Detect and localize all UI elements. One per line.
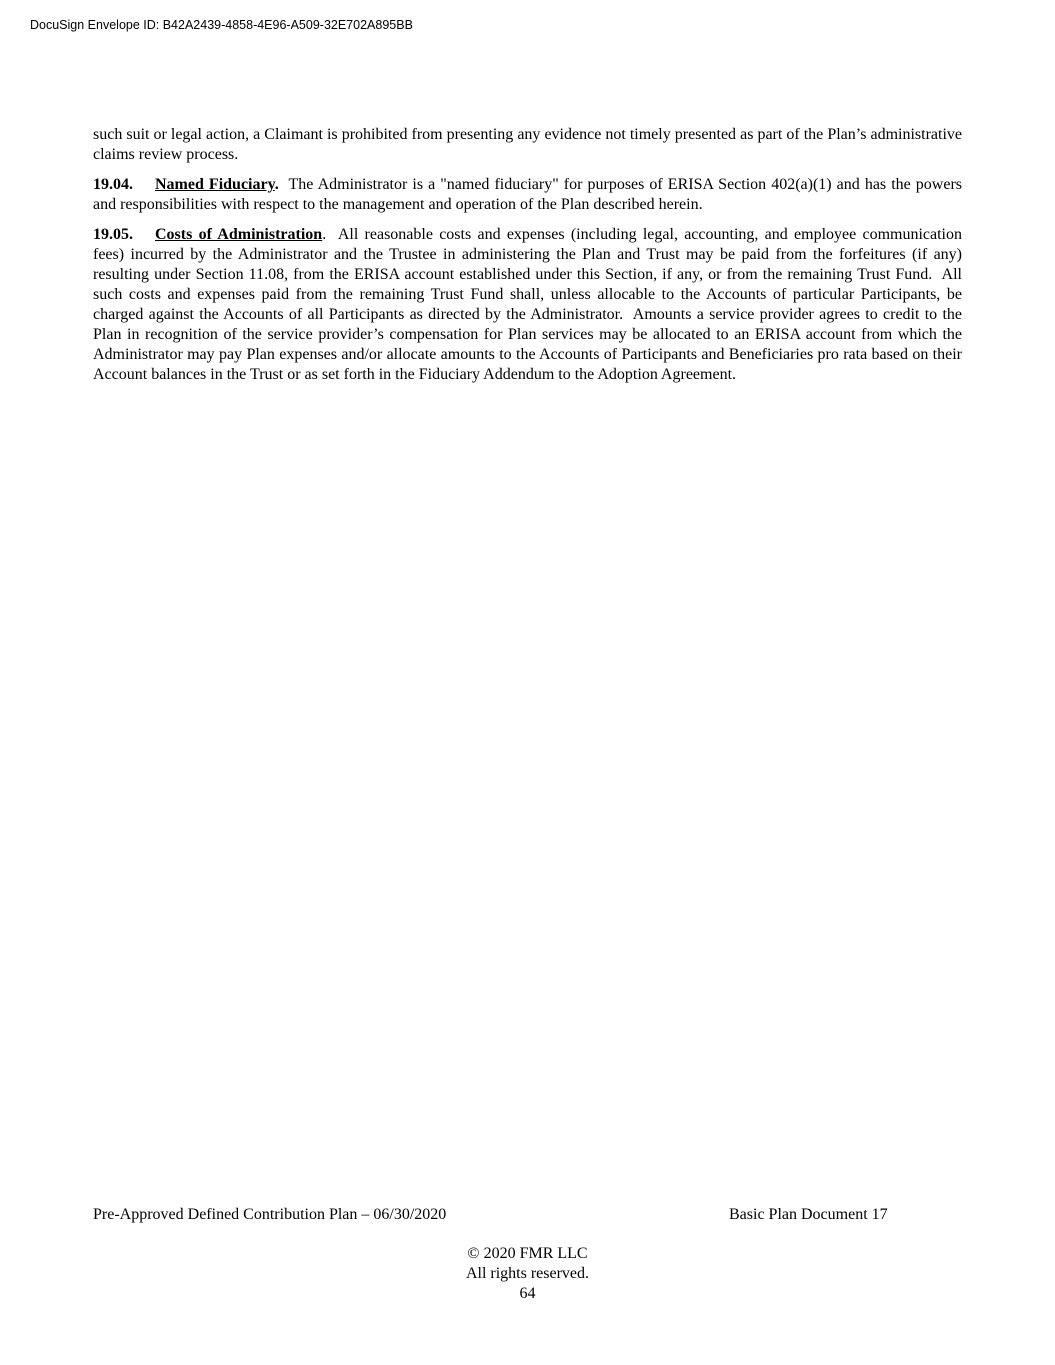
section-title-punct: . [274, 176, 279, 194]
footer-rights: All rights reserved. [465, 1265, 590, 1282]
footer-plan-name: Pre-Approved Defined Contribution Plan – 06/30/2020 [93, 1206, 447, 1223]
section-number: 19.05. [93, 226, 133, 244]
section-text: All reasonable costs and expenses (including legal, accounting, and employee communication fees) incurred by the Administrator and the Trustee in administering the Plan and Trust may be paid from the forfeitures (if any) resulting under Section 11.08, from the ERISA account established under this Section, if any, or from the remaining Trust Fund. All such costs and expenses paid from the remaining Trust Fund shall, unless allocable to the Accounts of particular Participants, be charged against the Accounts of all Participants as directed by the Administrator. Amounts a service provider agrees to credit to the Plan in recognition of the service provider’s compensation for Plan services may be allocated to an ERISA account from which the Administrator may pay Plan expenses and/or allocate amounts to the Accounts of Participants and Beneficiaries pro rata based on their Account balances in the Trust or as set forth in the Fiduciary Addendum to the Adoption Agreement. [93, 226, 967, 383]
section-title: Costs of Administration [155, 226, 323, 244]
section-title: Named Fiduciary [155, 176, 275, 194]
document-body [93, 125, 967, 395]
docusign-envelope-id: DocuSign Envelope ID: B42A2439-4858-4E96-A509-32E702A895BB [30, 18, 413, 32]
footer-copyright: © 2020 FMR LLC [467, 1245, 588, 1262]
footer-document-name: Basic Plan Document 17 [729, 1206, 888, 1223]
continuation-paragraph: such suit or legal action, a Claimant is prohibited from presenting any evidence not timely presented as part of the Plan’s administrative claims review process. [93, 126, 962, 163]
section-title-punct: . [322, 226, 327, 244]
section-text: The Administrator is a "named fiduciary" for purposes of ERISA Section 402(a)(1) and has the powers and responsibilities with respect to the management and operation of the Plan described herein. [93, 176, 963, 214]
page-number: 64 [519, 1285, 536, 1302]
section-19-04 [93, 175, 962, 215]
section-number: 19.04. [93, 176, 133, 194]
section-19-05 [93, 225, 967, 384]
footer-center [0, 1244, 1055, 1304]
